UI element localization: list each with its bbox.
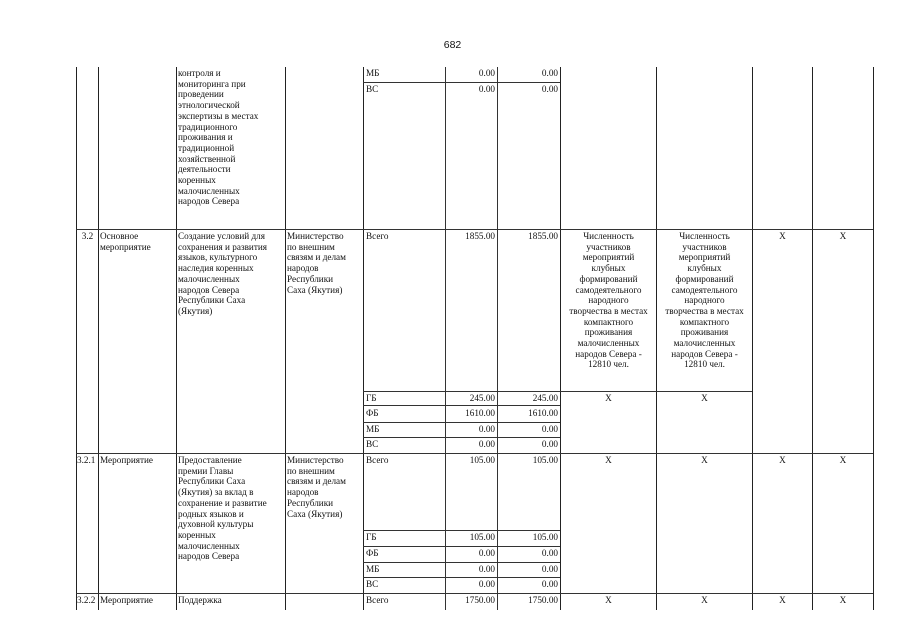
row-divider — [76, 453, 873, 454]
measure-type: Мероприятие — [100, 595, 153, 605]
amount-cell: 0.00 — [541, 564, 558, 574]
column-divider — [363, 67, 364, 610]
x-mark: Х — [701, 455, 708, 465]
amount-cell: 1750.00 — [528, 595, 558, 605]
executor: Министерство по внешним связям и делам народов Республики Саха (Якутия) — [287, 455, 346, 519]
x-mark: Х — [839, 595, 847, 605]
row-divider — [363, 405, 560, 406]
x-mark: Х — [839, 231, 847, 241]
indicator-text: Численность участников мероприятий клубных формирований самодеятельного народного творчества в местах компактного проживания малочисленных народов Севера - 12810 чел. — [569, 231, 648, 370]
funding-source: МБ — [366, 564, 380, 574]
amount-cell: 105.00 — [469, 455, 495, 465]
funding-source: ВС — [366, 579, 379, 589]
row-number: 3.2 — [81, 231, 94, 241]
funding-source: МБ — [366, 424, 380, 434]
column-divider — [98, 67, 99, 610]
row-number: 3.2.1 — [77, 455, 96, 465]
amount-cell: 0.00 — [478, 68, 495, 78]
row-divider — [363, 562, 560, 563]
column-divider — [445, 67, 446, 610]
x-mark: Х — [605, 595, 612, 605]
funding-source: ФБ — [366, 548, 379, 558]
row-divider — [76, 229, 873, 230]
measure-type: Основное мероприятие — [100, 231, 151, 252]
column-divider — [285, 67, 286, 610]
measure-name: Предоставление премии Главы Республики Саха (Якутия) за вклад в сохранение и развитие родных языков и духовной культуры коренных малочисленных народов Севера — [178, 455, 267, 562]
funding-source: Всего — [366, 455, 389, 465]
column-divider — [497, 67, 498, 610]
row-number: 3.2.2 — [77, 595, 96, 605]
column-divider — [752, 67, 753, 610]
column-divider — [176, 67, 177, 610]
x-mark: Х — [779, 455, 786, 465]
amount-cell: 1610.00 — [528, 408, 558, 418]
row-divider — [363, 437, 560, 438]
executor: Министерство по внешним связям и делам народов Республики Саха (Якутия) — [287, 231, 346, 295]
measure-type: Мероприятие — [100, 455, 153, 465]
x-mark: Х — [605, 455, 612, 465]
page-number: 682 — [443, 39, 462, 51]
row-divider — [363, 577, 560, 578]
measure-name: контроля и мониторинга при проведении этнологической экспертизы в местах традиционного проживания и традиционной хозяйственной деятельности коренных малочисленных народов Севера — [178, 68, 259, 207]
amount-cell: 245.00 — [532, 393, 558, 403]
row-divider — [363, 546, 560, 547]
amount-cell: 245.00 — [469, 393, 495, 403]
amount-cell: 1750.00 — [465, 595, 495, 605]
x-mark: Х — [701, 595, 708, 605]
row-divider — [363, 391, 752, 392]
x-mark: Х — [779, 231, 786, 241]
amount-cell: 0.00 — [478, 439, 495, 449]
amount-cell: 0.00 — [478, 424, 495, 434]
funding-source: ВС — [366, 439, 379, 449]
indicator-text: Численность участников мероприятий клубных формирований самодеятельного народного творчества в местах компактного проживания малочисленных народов Севера - 12810 чел. — [665, 231, 744, 370]
funding-source: Всего — [366, 231, 389, 241]
amount-cell: 0.00 — [541, 84, 558, 94]
table-border-left — [76, 67, 77, 610]
amount-cell: 1610.00 — [465, 408, 495, 418]
amount-cell: 0.00 — [478, 564, 495, 574]
row-divider — [363, 530, 560, 531]
funding-source: ГБ — [366, 532, 377, 542]
funding-source: ГБ — [366, 393, 377, 403]
funding-source: ВС — [366, 84, 379, 94]
amount-cell: 0.00 — [541, 548, 558, 558]
amount-cell: 0.00 — [478, 84, 495, 94]
amount-cell: 1855.00 — [528, 231, 558, 241]
amount-cell: 105.00 — [532, 455, 558, 465]
row-divider — [363, 82, 560, 83]
column-divider — [812, 67, 813, 610]
amount-cell: 0.00 — [541, 68, 558, 78]
amount-cell: 105.00 — [532, 532, 558, 542]
amount-cell: 0.00 — [541, 439, 558, 449]
row-divider — [363, 422, 560, 423]
amount-cell: 0.00 — [478, 548, 495, 558]
x-mark: Х — [779, 595, 786, 605]
x-mark: Х — [839, 455, 847, 465]
amount-cell: 0.00 — [478, 579, 495, 589]
row-divider — [76, 593, 873, 594]
table-border-right — [873, 67, 874, 610]
amount-cell: 1855.00 — [465, 231, 495, 241]
measure-name: Поддержка — [178, 595, 222, 605]
x-mark: Х — [701, 393, 708, 403]
x-mark: Х — [605, 393, 612, 403]
measure-name: Создание условий для сохранения и развития языков, культурного наследия коренных малочисленных народов Севера Республики Саха (Якутия) — [178, 231, 267, 316]
funding-source: Всего — [366, 595, 389, 605]
funding-source: МБ — [366, 68, 380, 78]
amount-cell: 0.00 — [541, 579, 558, 589]
funding-source: ФБ — [366, 408, 379, 418]
amount-cell: 105.00 — [469, 532, 495, 542]
amount-cell: 0.00 — [541, 424, 558, 434]
